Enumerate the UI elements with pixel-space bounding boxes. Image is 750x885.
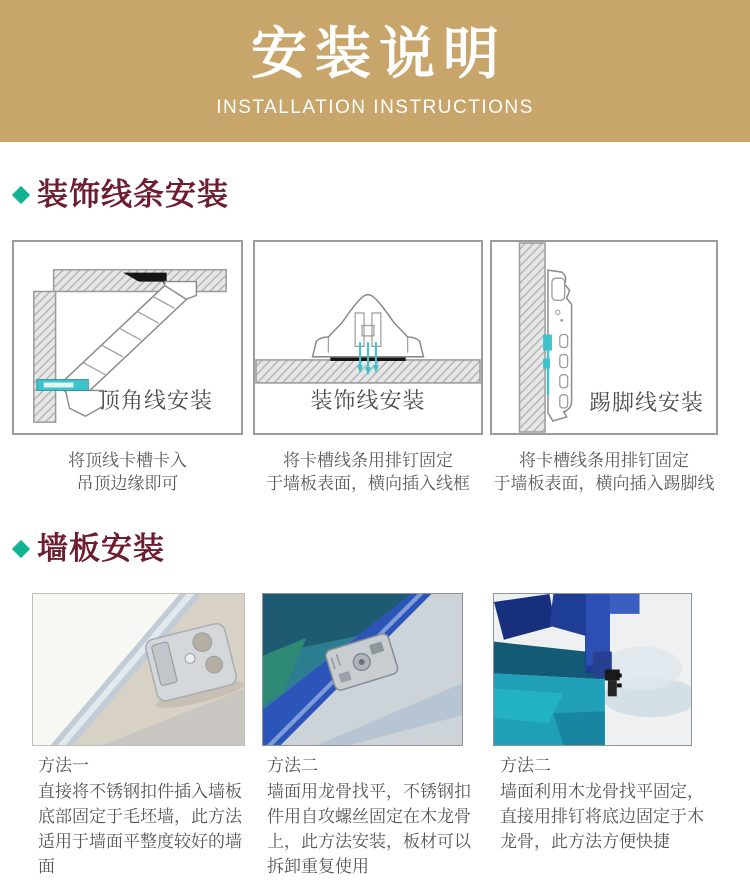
diagram-card-row (0, 240, 750, 437)
method-description: 墙面用龙骨找平，不锈钢扣件用自攻螺丝固定在木龙骨上，此方法安装，板材可以拆卸重复使用 (267, 782, 471, 877)
method-description: 直接将不锈钢扣件插入墙板底部固定于毛坯墙，此方法适用于墙面平整度较好的墙面 (38, 782, 242, 877)
method-title: 方法二 (500, 756, 551, 776)
white-panel-steel-clip-photo (32, 593, 245, 746)
photo-row (0, 593, 750, 746)
method-caption (500, 753, 716, 879)
section-heading-text: 装饰线条安装 (37, 177, 229, 212)
method-title: 方法一 (38, 756, 89, 776)
diagram-label: 装饰线安装 (310, 387, 426, 413)
method-caption (38, 753, 252, 879)
method-title: 方法二 (267, 756, 318, 776)
diagram-caption: 将卡槽线条用排钉固定 于墙板表面，横向插入踢脚线 (493, 450, 715, 493)
diamond-bullet-icon (12, 186, 30, 204)
diagram-card-deco-line (253, 240, 483, 435)
nail-gun-photo (493, 593, 692, 746)
teal-clip (543, 334, 552, 350)
section-heading-panel (14, 530, 750, 568)
clip-screw-on-batten-photo (262, 593, 463, 746)
method-caption (267, 753, 481, 879)
method-description: 墙面利用木龙骨找平固定，直接用排钉将底边固定于木龙骨，此方法方便快捷 (500, 782, 704, 852)
banner (0, 0, 750, 142)
wall-hatch (520, 243, 546, 432)
section-panel-install (0, 530, 750, 880)
diagram-card-crown-line (12, 240, 243, 435)
page-title: 安装说明 (251, 22, 507, 85)
page-subtitle: INSTALLATION INSTRUCTIONS (216, 97, 534, 118)
diagram-caption-row (0, 449, 750, 495)
diagram-card-skirting-line (490, 240, 718, 435)
diagram-label: 顶角线安装 (97, 387, 213, 413)
diagram-caption: 将顶线卡槽卡入 吊顶边缘即可 (68, 450, 187, 493)
section-heading-trim (14, 176, 750, 214)
section-trim-install (0, 176, 750, 495)
section-heading-text: 墙板安装 (37, 530, 165, 566)
diagram-label: 踢脚线安装 (588, 389, 704, 415)
diamond-bullet-icon (12, 540, 30, 558)
method-caption-row (0, 753, 750, 879)
diagram-caption: 将卡槽线条用排钉固定 于墙板表面，横向插入线框 (266, 450, 470, 493)
wall-hatch (34, 291, 56, 422)
